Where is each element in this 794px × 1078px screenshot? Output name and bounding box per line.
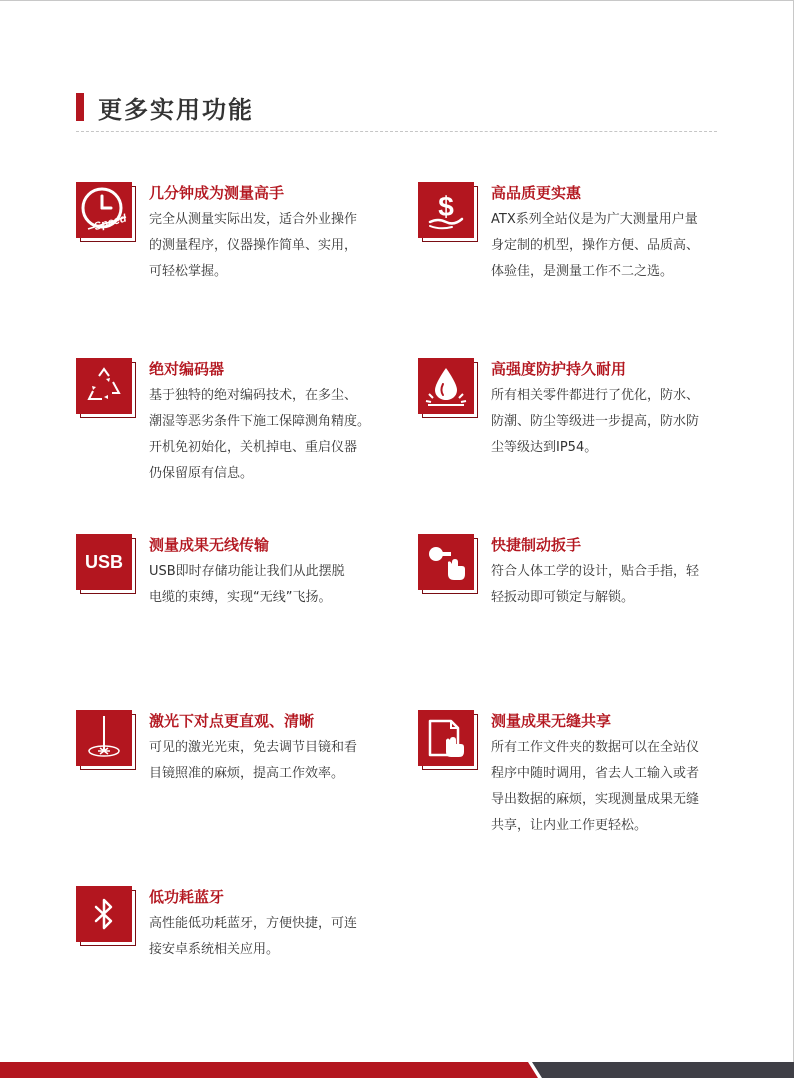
feature-description: USB即时存储功能让我们从此摆脱 电缆的束缚，实现“无线”飞扬。 bbox=[149, 564, 345, 605]
feature-title: 几分钟成为测量高手 bbox=[149, 184, 285, 202]
laser-plummet-icon bbox=[76, 710, 132, 766]
hand-wrench-icon bbox=[418, 534, 474, 590]
footer-color-band bbox=[0, 1062, 794, 1078]
recycle-triangle-icon bbox=[76, 358, 132, 414]
section-heading bbox=[76, 90, 254, 124]
feature-description: 完全从测量实际出发，适合外业操作 的测量程序，仪器操作简单、实用， 可轻松掌握。 bbox=[149, 212, 358, 279]
feature-icon-box bbox=[418, 182, 478, 242]
feature-description: 基于独特的绝对编码技术，在多尘、 潮湿等恶劣条件下施工保障测角精度。 开机免初始化，关机掉电、重启仪器 仍保留原有信息。 bbox=[149, 388, 371, 481]
feature-description: 高性能低功耗蓝牙，方便快捷，可连 接安卓系统相关应用。 bbox=[149, 916, 358, 957]
feature-title: 激光下对点更直观、清晰 bbox=[149, 712, 315, 730]
heading-divider bbox=[76, 131, 717, 132]
water-drop-icon bbox=[418, 358, 474, 414]
document-share-icon bbox=[418, 710, 474, 766]
feature-title: 低功耗蓝牙 bbox=[149, 888, 225, 906]
page-border-top bbox=[0, 0, 794, 1]
feature-description: ATX系列全站仪是为广大测量用户量 身定制的机型，操作方便、品质高、 体验佳，是测量工作不二之选。 bbox=[491, 212, 700, 279]
svg-text:Speed: Speed bbox=[92, 212, 128, 234]
feature-title: 绝对编码器 bbox=[149, 360, 225, 378]
usb-icon: USB bbox=[76, 534, 132, 590]
heading-accent-bar bbox=[76, 93, 84, 121]
feature-icon-box bbox=[76, 534, 136, 594]
feature-title: 测量成果无线传输 bbox=[149, 536, 270, 554]
feature-description: 所有相关零件都进行了优化，防水、 防潮、防尘等级进一步提高，防水防 尘等级达到IP54。 bbox=[491, 388, 700, 455]
bluetooth-icon bbox=[76, 886, 132, 942]
feature-description: 符合人体工学的设计，贴合手指，轻 轻扳动即可锁定与解锁。 bbox=[491, 564, 700, 605]
feature-title: 快捷制动扳手 bbox=[491, 536, 582, 554]
feature-icon-box bbox=[418, 710, 478, 770]
feature-title: 高品质更实惠 bbox=[491, 184, 582, 202]
page-title: 更多实用功能 bbox=[98, 95, 254, 124]
feature-icon-box bbox=[76, 710, 136, 770]
feature-title: 测量成果无缝共享 bbox=[491, 712, 612, 730]
feature-icon-box bbox=[76, 182, 136, 242]
feature-description: 所有工作文件夹的数据可以在全站仪 程序中随时调用，省去人工输入或者 导出数据的麻烦，实现测量成果无缝 共享，让内业工作更轻松。 bbox=[491, 740, 700, 833]
svg-text:$: $ bbox=[438, 191, 454, 222]
speed-clock-icon bbox=[76, 182, 132, 238]
feature-icon-box bbox=[418, 358, 478, 418]
feature-icon-box bbox=[76, 358, 136, 418]
feature-icon-box bbox=[418, 534, 478, 594]
feature-icon-box bbox=[76, 886, 136, 946]
feature-description: 可见的激光光束，免去调节目镜和看 目镜照准的麻烦，提高工作效率。 bbox=[149, 740, 358, 781]
feature-title: 高强度防护持久耐用 bbox=[491, 360, 627, 378]
dollar-hand-icon bbox=[418, 182, 474, 238]
